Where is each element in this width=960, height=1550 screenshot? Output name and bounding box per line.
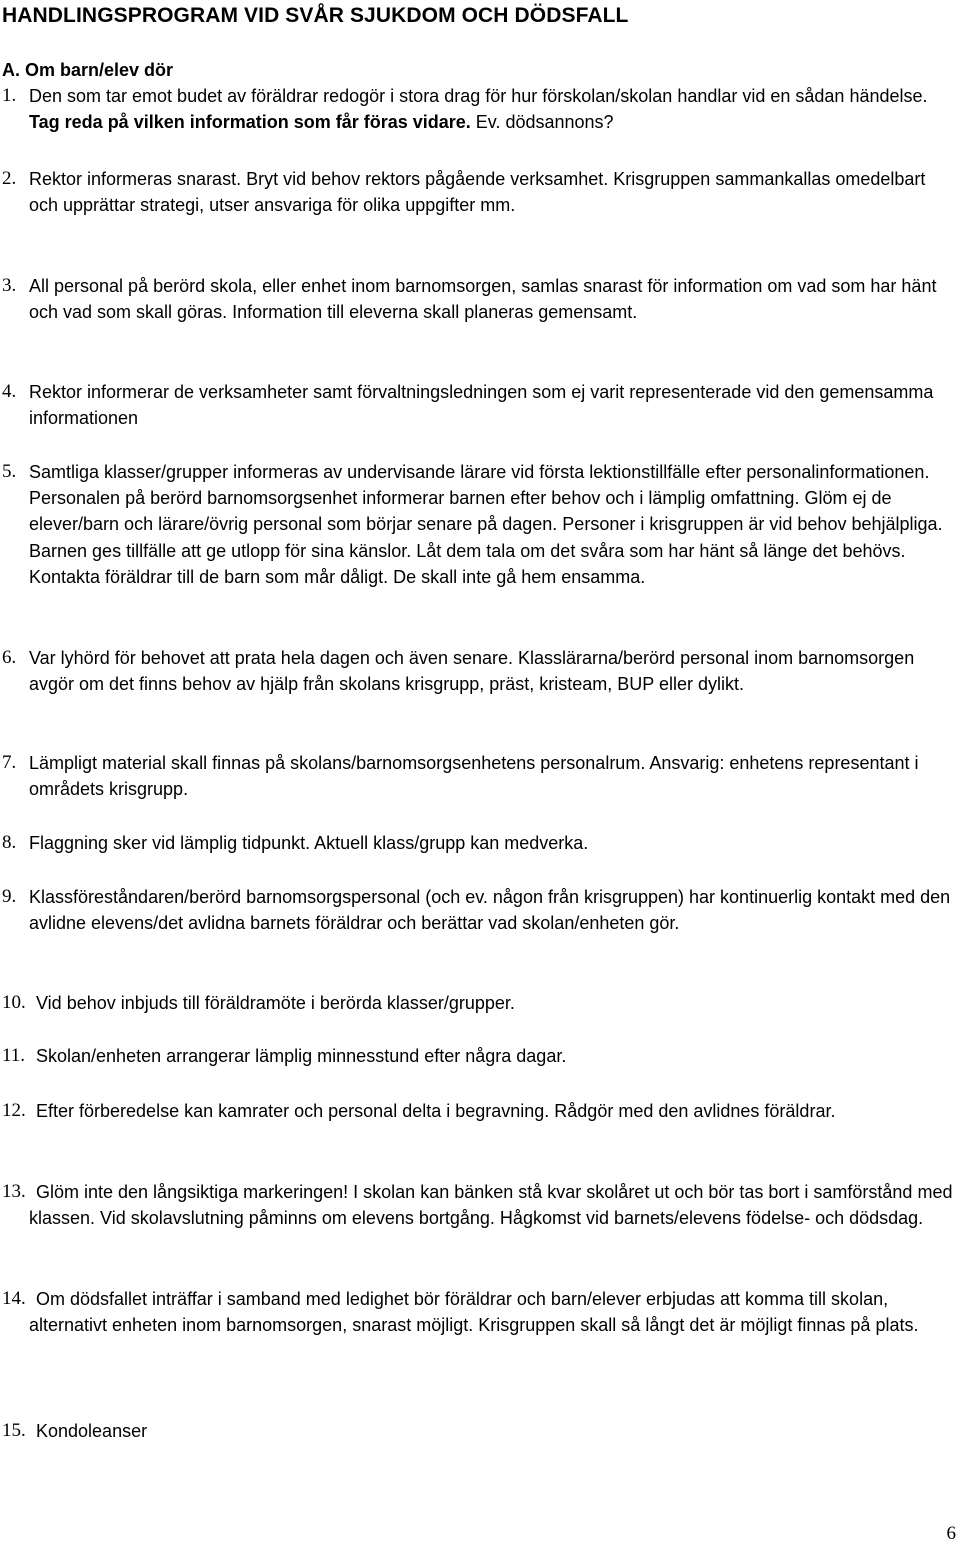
item-number: 5. [2, 461, 17, 482]
item-number: 4. [2, 381, 17, 402]
list-item-5 [2, 459, 958, 590]
list-item-1 [2, 83, 958, 135]
item-text: Skolan/enheten arrangerar lämplig minnesstund efter några dagar. [36, 1046, 567, 1066]
item-text-bold: Tag reda på vilken information som får föras vidare. [29, 112, 471, 133]
item-number: 3. [2, 275, 17, 296]
list-item-9 [2, 884, 958, 936]
item-text: Glöm inte den långsiktiga markeringen! I skolan kan bänken stå kvar skolåret ut och bör tas bort i samförstånd med klassen. Vid skolavslutning påminns om elevens bortgång. Hågkomst vid barnets/elevens födelse- och dödsdag. [29, 1182, 953, 1229]
item-text: Lämpligt material skall finnas på skolans/barnomsorgsenhetens personalrum. Ansvarig: enhetens representant i områdets krisgrupp. [29, 753, 919, 800]
item-text: Rektor informeras snarast. Bryt vid behov rektors pågående verksamhet. Krisgruppen sammankallas omedelbart och upprättar strategi, utser ansvariga för olika uppgifter mm. [29, 169, 926, 216]
item-text: Efter förberedelse kan kamrater och personal delta i begravning. Rådgör med den avlidnes föräldrar. [36, 1101, 836, 1121]
item-number: 7. [2, 752, 17, 773]
item-number: 14. [2, 1288, 26, 1309]
list-item-13 [2, 1179, 958, 1231]
item-number: 15. [2, 1420, 26, 1441]
item-number: 2. [2, 168, 17, 189]
item-text: Klassföreståndaren/berörd barnomsorgspersonal (och ev. någon från krisgruppen) har kontinuerlig kontakt med den avlidne elevens/det avlidna barnets föräldrar och berättar vad skolan/enheten gör. [29, 887, 951, 934]
item-text: Kondoleanser [36, 1421, 148, 1441]
item-text: Flaggning sker vid lämplig tidpunkt. Aktuell klass/grupp kan medverka. [29, 833, 589, 853]
list-item-7 [2, 750, 958, 802]
document-title: HANDLINGSPROGRAM VID SVÅR SJUKDOM OCH DÖDSFALL [2, 4, 629, 27]
section-heading: A. Om barn/elev dör [2, 60, 174, 80]
list-item-6 [2, 645, 958, 697]
list-item-10 [2, 990, 958, 1016]
item-number: 1. [2, 85, 17, 106]
item-text: Samtliga klasser/grupper informeras av undervisande lärare vid första lektionstillfälle efter personalinformationen. Personalen på berörd barnomsorgsenhet informerar barnen efter behov och i lämplig omfattning. Glöm ej de elever/barn och lärare/övrig personal som börjar senare på dagen. Personer i krisgruppen är vid behov behjälpliga. Barnen ges tillfälle att ge utlopp för sina känslor. Låt dem tala om det svåra som har hänt så länge det behövs. Kontakta föräldrar till de barn som mår dåligt. De skall inte gå hem ensamma. [29, 462, 943, 587]
item-number: 9. [2, 886, 17, 907]
list-item-8 [2, 830, 958, 856]
list-item-4 [2, 379, 958, 431]
list-item-14 [2, 1286, 958, 1338]
item-text: Om dödsfallet inträffar i samband med ledighet bör föräldrar och barn/elever erbjudas att komma till skolan, alternativt enheten inom barnomsorgen, snarast möjligt. Krisgruppen skall så långt det är möjligt finnas på plats. [29, 1289, 919, 1336]
page-number: 6 [946, 1523, 956, 1544]
item-text: Rektor informerar de verksamheter samt förvaltningsledningen som ej varit representerade vid den gemensamma informationen [29, 382, 934, 429]
item-number: 11. [2, 1045, 26, 1066]
list-item-3 [2, 273, 958, 325]
item-number: 6. [2, 647, 17, 668]
item-text: All personal på berörd skola, eller enhet inom barnomsorgen, samlas snarast för information om vad som har hänt och vad som skall göras. Information till eleverna skall planeras gemensamt. [29, 276, 937, 323]
item-number: 10. [2, 992, 26, 1013]
item-number: 8. [2, 832, 17, 853]
item-number: 12. [2, 1100, 26, 1121]
list-item-15 [2, 1418, 958, 1444]
item-text: Vid behov inbjuds till föräldramöte i berörda klasser/grupper. [36, 993, 515, 1013]
item-text: Var lyhörd för behovet att prata hela dagen och även senare. Klasslärarna/berörd personal inom barnomsorgen avgör om det finns behov av hjälp från skolans krisgrupp, präst, kristeam, BUP eller dylikt. [29, 648, 915, 695]
item-number: 13. [2, 1181, 26, 1202]
item-text: Den som tar emot budet av föräldrar redogör i stora drag för hur förskolan/skolan handlar vid en sådan händelse. Tag reda på vilken information som får föras vidare. Ev. dödsannons? [29, 86, 928, 133]
list-item-11 [2, 1043, 958, 1069]
list-item-2 [2, 166, 958, 218]
list-item-12 [2, 1098, 958, 1124]
